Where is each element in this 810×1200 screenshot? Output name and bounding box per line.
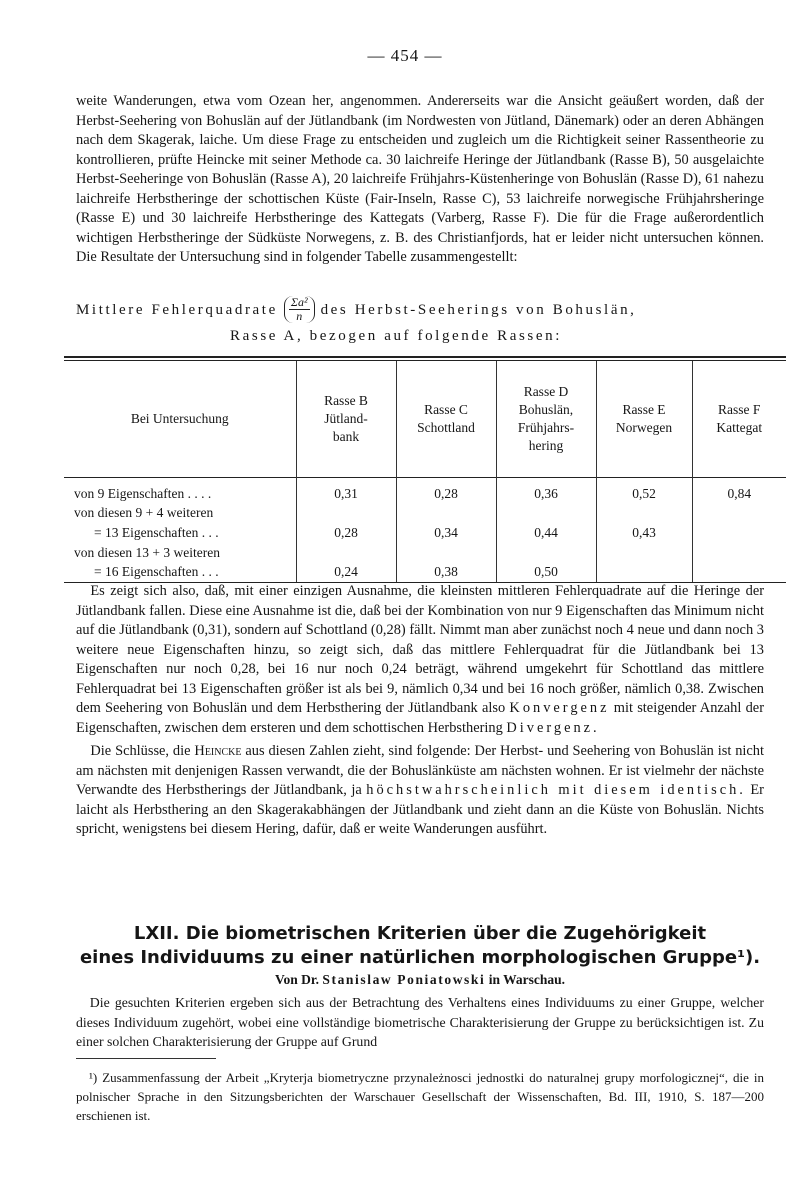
header-cell: Rasse D Bohuslän, Frühjahrs- hering xyxy=(496,361,596,478)
row-label: von 9 Eigenschaften . . . . xyxy=(74,485,212,501)
footnote: ¹) Zusammenfassung der Arbeit „Kryterja biometryczne przynależnosci jednostki do naturalnej grupy morfologicznej“, die in polnischer Sprache in den Sitzungsberichten der Warschauer Gesellschaft der Wissenschaften, Bd. III, 1910, S. 187—200 erschienen ist. xyxy=(76,1070,764,1123)
table-cell: 0,52 xyxy=(596,478,692,504)
spaced-phrase: höchstwahrscheinlich mit diesem identisch. xyxy=(366,782,746,798)
section-heading-line2: eines Individuums zu einer natürlichen morphologischen Gruppe¹). xyxy=(79,947,761,968)
table-cell: 0,31 xyxy=(296,478,396,504)
table-row xyxy=(64,504,786,524)
table-row xyxy=(64,562,786,582)
spaced-word-konvergenz: Konvergenz xyxy=(509,700,610,716)
results-table-wrapper xyxy=(64,356,786,583)
table-title-line1 xyxy=(76,296,776,323)
header-cell: Rasse B Jütland- bank xyxy=(296,361,396,478)
table-cell xyxy=(296,543,396,563)
table-cell xyxy=(692,523,786,543)
section-heading-line1: LXII. Die biometrischen Kriterien über die Zugehörigkeit xyxy=(133,923,707,944)
table-header-row xyxy=(64,361,786,478)
table-cell: 0,84 xyxy=(692,478,786,504)
row-label: = 13 Eigenschaften . . . xyxy=(94,524,219,540)
intro-paragraph xyxy=(76,92,764,268)
table-cell: 0,43 xyxy=(596,523,692,543)
discussion-paragraph-1: Es zeigt sich also, daß, mit einer einzigen Ausnahme, die kleinsten mittleren Fehlerquadrate auf die Heringe der Jütlandbank fallen. Diese eine Ausnahme ist die, daß bei der Kombination von nur 9 Eigenschaften das Minimum nicht auf die Jütlandbank (0,31), sondern auf Schottland (0,28) fällt. Nimmt man aber zunächst noch 4 neue und dann noch 3 weitere neue Eigenschaften hinzu, so zeigt sich, daß das mittlere Fehlerquadrat für die Jütlandbank bei 13 Eigenschaften nur noch 0,28, bei 16 nur noch 0,24 beträgt, während umgekehrt für Schottland das mittlere Fehlerquadrat bei 13 Eigenschaften größer ist als bei 9, nämlich 0,34 und bei 16 noch größer, nämlich 0,38. Zwischen dem Seehering von Bohuslän und dem Herbsthering der Jütlandbank also Konvergenz mit steigender Anzahl der Eigenschaften, zwischen dem ersteren und dem schottischen Herbsthering Divergenz. xyxy=(76,583,764,736)
section-paragraph: Die gesuchten Kriterien ergeben sich aus der Betrachtung des Verhaltens eines Individuums zu einer Gruppe, welcher dieses Individuum zugehört, wobei eine vollständige biometrische Charakterisierung der Gruppe zu berücksichtigen ist. Zu einer solchen Charakterisierung der Gruppe auf Grund xyxy=(76,995,764,1049)
table-cell xyxy=(596,504,692,524)
spaced-word-divergenz: Divergenz. xyxy=(506,719,600,736)
table-title-part2: des Herbst-Seeherings von Bohuslän, xyxy=(320,301,637,318)
table-row xyxy=(64,543,786,563)
table-cell xyxy=(396,543,496,563)
table-cell: 0,36 xyxy=(496,478,596,504)
table-cell xyxy=(596,562,692,582)
row-label: von diesen 9 + 4 weiteren xyxy=(74,505,214,521)
header-cell: Rasse C Schottland xyxy=(396,361,496,478)
section-heading xyxy=(76,922,764,970)
table-cell xyxy=(692,562,786,582)
table-cell xyxy=(596,543,692,563)
table-cell: 0,28 xyxy=(396,478,496,504)
row-label: = 16 Eigenschaften . . . xyxy=(94,564,219,580)
intro-text: weite Wanderungen, etwa vom Ozean her, angenommen. Andererseits war die Ansicht geäußert worden, daß der Herbst-Seehering von Bohuslän auf der Jütlandbank (im Nordwesten von Jütland, Dänemark) oder an deren Abhängen nach dem Skagerak, laiche. Um diese Frage zu entscheiden und zugleich um die Richtigkeit seiner Rassentheorie zu kontrollieren, prüfte Heincke mit seiner Methode ca. 30 laichreife Heringe der Jütlandbank (Rasse B), 50 ausgelaichte Herbst-Seeheringe von Bohuslän (Rasse A), 20 laichreife Frühjahrs-Küstenheringe von Bohuslän (Rasse D), 61 nahezu laichreife Herbstheringe der schottischen Küste (Fair-Inseln, Rasse C), 53 laichreife norwegische Frühjahrsheringe (Rasse E) und 30 laichreife Herbstheringe des Kattegats (Varberg, Rasse F). Die für die Frage außerordentlich wichtigen Herbstheringe der Südküste Norwegens, z. B. des Christianfjords, hat er leider nicht untersuchen können. Die Resultate der Untersuchung sind in folgender Tabelle zusammengestellt: xyxy=(76,93,764,265)
table-cell xyxy=(396,504,496,524)
table-title xyxy=(76,296,776,347)
footnote-rule xyxy=(76,1058,216,1059)
fraction-denominator: n xyxy=(296,309,303,323)
header-cell: Bei Untersuchung xyxy=(130,411,229,426)
table-cell: 0,38 xyxy=(396,562,496,582)
table-cell: 0,24 xyxy=(296,562,396,582)
table-cell xyxy=(496,543,596,563)
table-title-line2: Rasse A, bezogen auf folgende Rassen: xyxy=(230,328,562,344)
table-row xyxy=(64,478,786,504)
results-table xyxy=(64,361,786,582)
section-body xyxy=(76,993,764,1052)
discussion-paragraph-2: Die Schlüsse, die Heincke aus diesen Zahlen zieht, sind folgende: Der Herbst- und Seehering von Bohuslän ist nicht am nächsten mit denjenigen Rassen verwandt, die der Bohuslänküste am nächsten wohnen. Er ist vielmehr der nächste Verwandte des Herbstherings der Jütlandbank, ja höchstwahrscheinlich mit diesem identisch. Er laicht als Herbsthering an den Skagerakabhängen der Jütlandbank und zieht dann an die Küste von Bohuslän. Nichts spricht, wenigstens bei diesem Hering, dafür, daß er weite Wanderungen ausführt. xyxy=(76,743,764,837)
author-heincke: Heincke xyxy=(194,743,242,759)
discussion-paragraphs xyxy=(76,582,764,840)
table-cell xyxy=(692,543,786,563)
table-cell xyxy=(496,504,596,524)
table-cell xyxy=(296,504,396,524)
page-number: — 454 — xyxy=(367,46,443,65)
header-cell: Rasse E Norwegen xyxy=(596,361,692,478)
table-cell: 0,44 xyxy=(496,523,596,543)
table-title-part1: Mittlere Fehlerquadrate xyxy=(76,301,278,318)
table-cell xyxy=(692,504,786,524)
row-label: von diesen 13 + 3 weiteren xyxy=(74,544,220,560)
table-row xyxy=(64,523,786,543)
author-name: Stanislaw Poniatowski xyxy=(322,972,486,987)
fraction-formula xyxy=(284,296,315,323)
table-cell: 0,34 xyxy=(396,523,496,543)
table-cell: 0,28 xyxy=(296,523,396,543)
fraction-numerator: Σa² xyxy=(290,295,308,309)
table-cell: 0,50 xyxy=(496,562,596,582)
header-cell: Rasse F Kattegat xyxy=(692,361,786,478)
author-line: Von Dr. Stanislaw Poniatowski in Warschau. xyxy=(274,972,566,987)
